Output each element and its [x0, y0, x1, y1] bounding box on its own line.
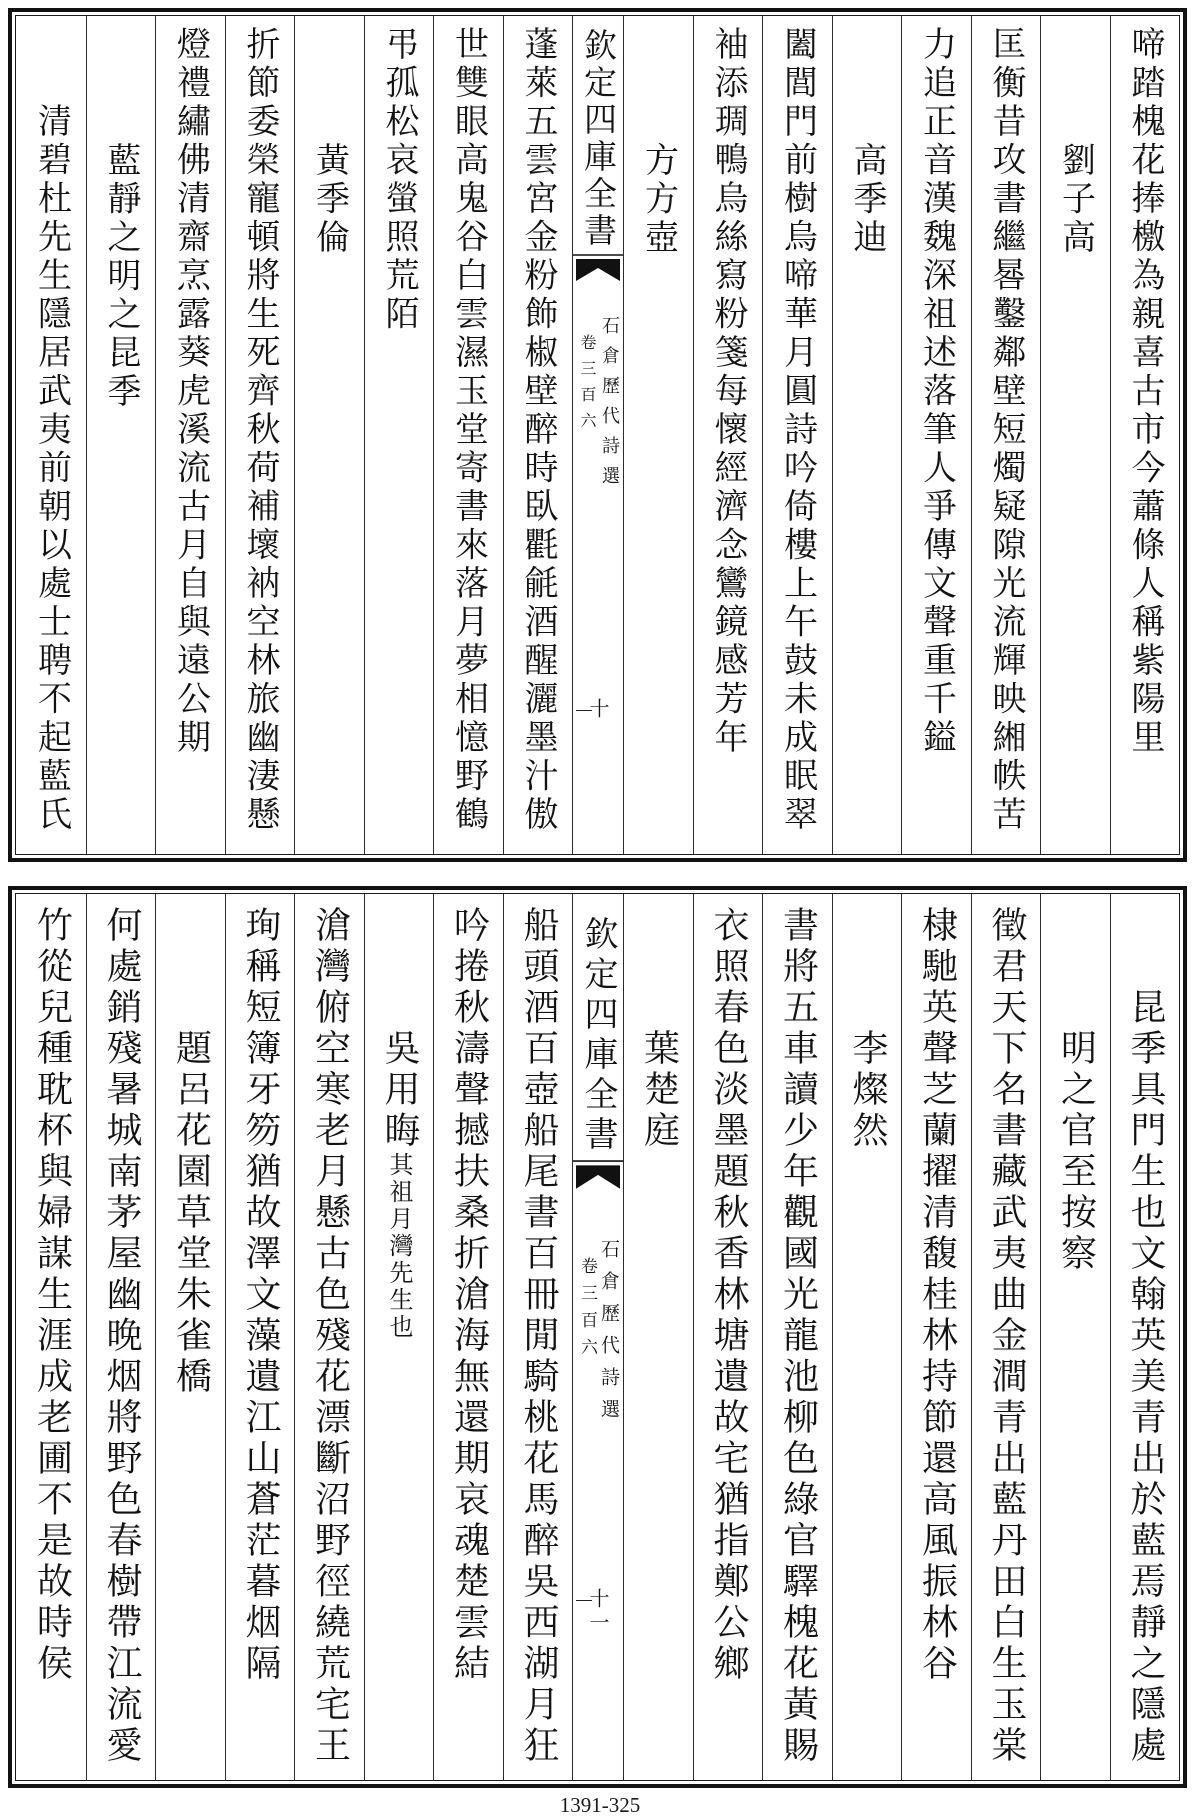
text-column: 世雙眼高鬼谷白雲濕玉堂寄書來落月夢相憶野鶴 [433, 16, 503, 854]
author-inline-note: 其祖月灣先生也 [385, 1152, 413, 1341]
text-column: 竹從兒種耽杯與婦謀生涯成老圃不是故時侯 [31, 906, 73, 1685]
leaf-number: 十 [586, 698, 610, 722]
text-column: 吟捲秋濤聲撼扶桑折滄海無還期哀魂楚雲結 [433, 894, 503, 1780]
book-info [576, 316, 620, 496]
text-column: 匡衡昔攻書繼晷鑿鄰壁短燭疑隙光流輝映緗帙苦 [971, 16, 1041, 854]
center-fold-strip [572, 894, 623, 1780]
page-frame [15, 893, 1180, 1781]
text-column: 衣照春色淡墨題秋香林塘遺故宅猶指鄭公鄉 [693, 894, 763, 1780]
text-column: 何處銷殘暑城南茅屋幽晚烟將野色春樹帶江流愛 [86, 894, 156, 1780]
leaf-number: 十一 [586, 1588, 610, 1636]
text-column: 滄灣俯空寒老月懸古色殘花漂斷沼野徑繞荒宅王 [294, 894, 364, 1780]
page-number: 1391-325 [559, 1793, 641, 1817]
book-title: 石倉歷代詩選 [599, 316, 620, 496]
author-heading [364, 894, 434, 1780]
note-column: 昆季具門生也文翰英美青出於藍焉靜之隱處 [1110, 894, 1180, 1780]
volume-label: 卷三百六 [578, 334, 597, 438]
collection-title: 欽定四庫全書 [579, 28, 618, 250]
text-column: 弔孤松哀螢照荒陌 [364, 16, 434, 854]
text-column: 折節委榮寵頓將生死齊秋荷補壞衲空林旅幽淒懸 [225, 16, 295, 854]
text-column: 書將五車讀少年觀國光龍池柳色綠官驛槐花黃賜 [762, 894, 832, 1780]
poem-title: 題呂花園草堂朱雀橋 [155, 894, 225, 1780]
text-column: 船頭酒百壺船尾書百冊閒騎桃花馬醉吳西湖月狂 [503, 894, 573, 1780]
author-heading: 葉楚庭 [623, 894, 693, 1780]
book-title: 石倉歷代詩選 [598, 1239, 620, 1431]
text-column: 袖添琱鴨烏絲寫粉箋每懷經濟念鸞鏡感芳年 [693, 16, 763, 854]
book-info [576, 1239, 620, 1431]
text-column: 徵君天下名書藏武夷曲金澗青出藍丹田白生玉棠 [971, 894, 1041, 1780]
page-frame [15, 15, 1180, 855]
center-fold-strip [572, 16, 623, 854]
text-column: 燈禮繡佛清齋烹露葵虎溪流古月自與遠公期 [155, 16, 225, 854]
author-name: 吳用晦 [379, 1029, 420, 1152]
text-column: 啼踏槐花捧檄為親喜古市今蕭條人稱紫陽里 [1110, 16, 1180, 854]
bottom-half-page [8, 886, 1187, 1788]
text-column: 棣馳英聲芝蘭擢清馥桂林持節還高風振林谷 [901, 894, 971, 1780]
text-column: 珣稱短簿牙笏猶故澤文藻遺江山蒼茫暮烟隔 [225, 894, 295, 1780]
top-half-page [8, 8, 1187, 862]
collection-title: 欽定四庫全書 [578, 916, 618, 1156]
author-heading: 方方壺 [623, 16, 693, 854]
author-heading: 李燦然 [832, 894, 902, 1780]
text-column: 力追正音漢魏深祖述落筆人爭傳文聲重千鎰 [901, 16, 971, 854]
note-column: 清碧杜先生隱居武夷前朝以處士聘不起藍氏 [31, 103, 72, 835]
fishtail-mark [573, 254, 623, 284]
author-heading: 高季迪 [832, 16, 902, 854]
fishtail-mark [573, 1160, 623, 1192]
volume-label: 卷三百六 [577, 1257, 597, 1365]
author-heading: 藍靜之明之昆季 [86, 16, 156, 854]
text-column: 闔閭門前樹烏啼華月圓詩吟倚樓上午鼓未成眠翠 [762, 16, 832, 854]
text-column: 蓬萊五雲宮金粉飾椒壁醉時臥氍毹酒醒灑墨汁傲 [503, 16, 573, 854]
author-heading: 黃季倫 [294, 16, 364, 854]
author-heading: 劉子高 [1040, 16, 1110, 854]
note-heading: 明之官至按察 [1040, 894, 1110, 1780]
